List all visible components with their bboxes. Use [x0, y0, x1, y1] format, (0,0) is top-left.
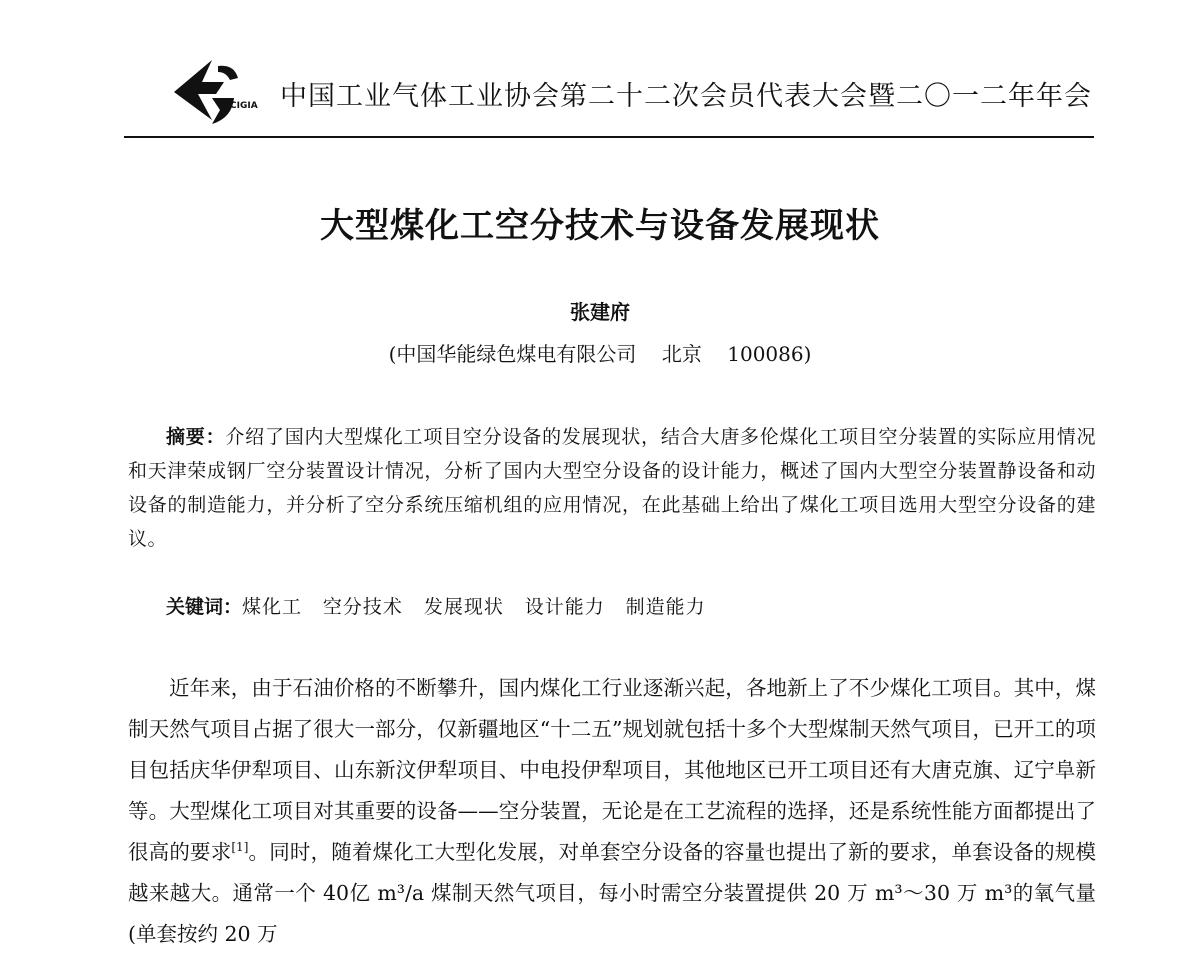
logo-text: CIGIA [230, 101, 258, 111]
keyword: 煤化工 [242, 596, 303, 618]
keywords [128, 590, 1096, 624]
body-text-part1: 近年来，由于石油价格的不断攀升，国内煤化工行业逐渐兴起，各地新上了不少煤化工项目。其中，煤制天然气项目占据了很大一部分，仅新疆地区“十二五”规划就包括十多个大型煤制天然气项目，已开工的项目包括庆华伊犁项目、山东新汶伊犁项目、中电投伊犁项目，其他地区已开工项目还有大唐克旗、辽宁阜新等。大型煤化工项目对其重要的设备——空分装置，无论是在工艺流程的选择，还是系统性能方面都提出了很高的要求 [128, 676, 1096, 864]
keywords-label: 关键词： [166, 596, 243, 618]
page-header [172, 52, 1102, 132]
header-divider [124, 136, 1094, 138]
keyword: 发展现状 [423, 596, 504, 618]
body-paragraph [128, 668, 1096, 955]
body-text-part2: 。同时，随着煤化工大型化发展，对单套空分设备的容量也提出了新的要求，单套设备的规模越来越大。通常一个 40亿 m³/a 煤制天然气项目，每小时需空分装置提供 20 万 m³～30 万 m³的氧气量(单套按约 20 万 [128, 840, 1097, 946]
association-logo [172, 58, 262, 128]
paper-title: 大型煤化工空分技术与设备发展现状 [320, 206, 880, 246]
keyword: 设计能力 [524, 596, 605, 618]
author-affiliation: (中国华能绿色煤电有限公司 北京 100086) [388, 342, 812, 366]
abstract-text: 介绍了国内大型煤化工项目空分设备的发展现状，结合大唐多伦煤化工项目空分装置的实际应用情况和天津荣成钢厂空分装置设计情况，分析了国内大型空分设备的设计能力，概述了国内大型空分装置静设备和动设备的制造能力，并分析了空分系统压缩机组的应用情况，在此基础上给出了煤化工项目选用大型空分设备的建议。 [128, 426, 1096, 550]
author-name: 张建府 [570, 300, 630, 324]
citation-ref: [1] [231, 840, 249, 855]
keyword: 空分技术 [322, 596, 403, 618]
abstract [128, 420, 1096, 556]
abstract-label: 摘要： [166, 426, 226, 448]
conference-title: 中国工业气体工业协会第二十二次会员代表大会暨二〇一二年年会 [280, 81, 1092, 112]
keyword: 制造能力 [625, 596, 706, 618]
